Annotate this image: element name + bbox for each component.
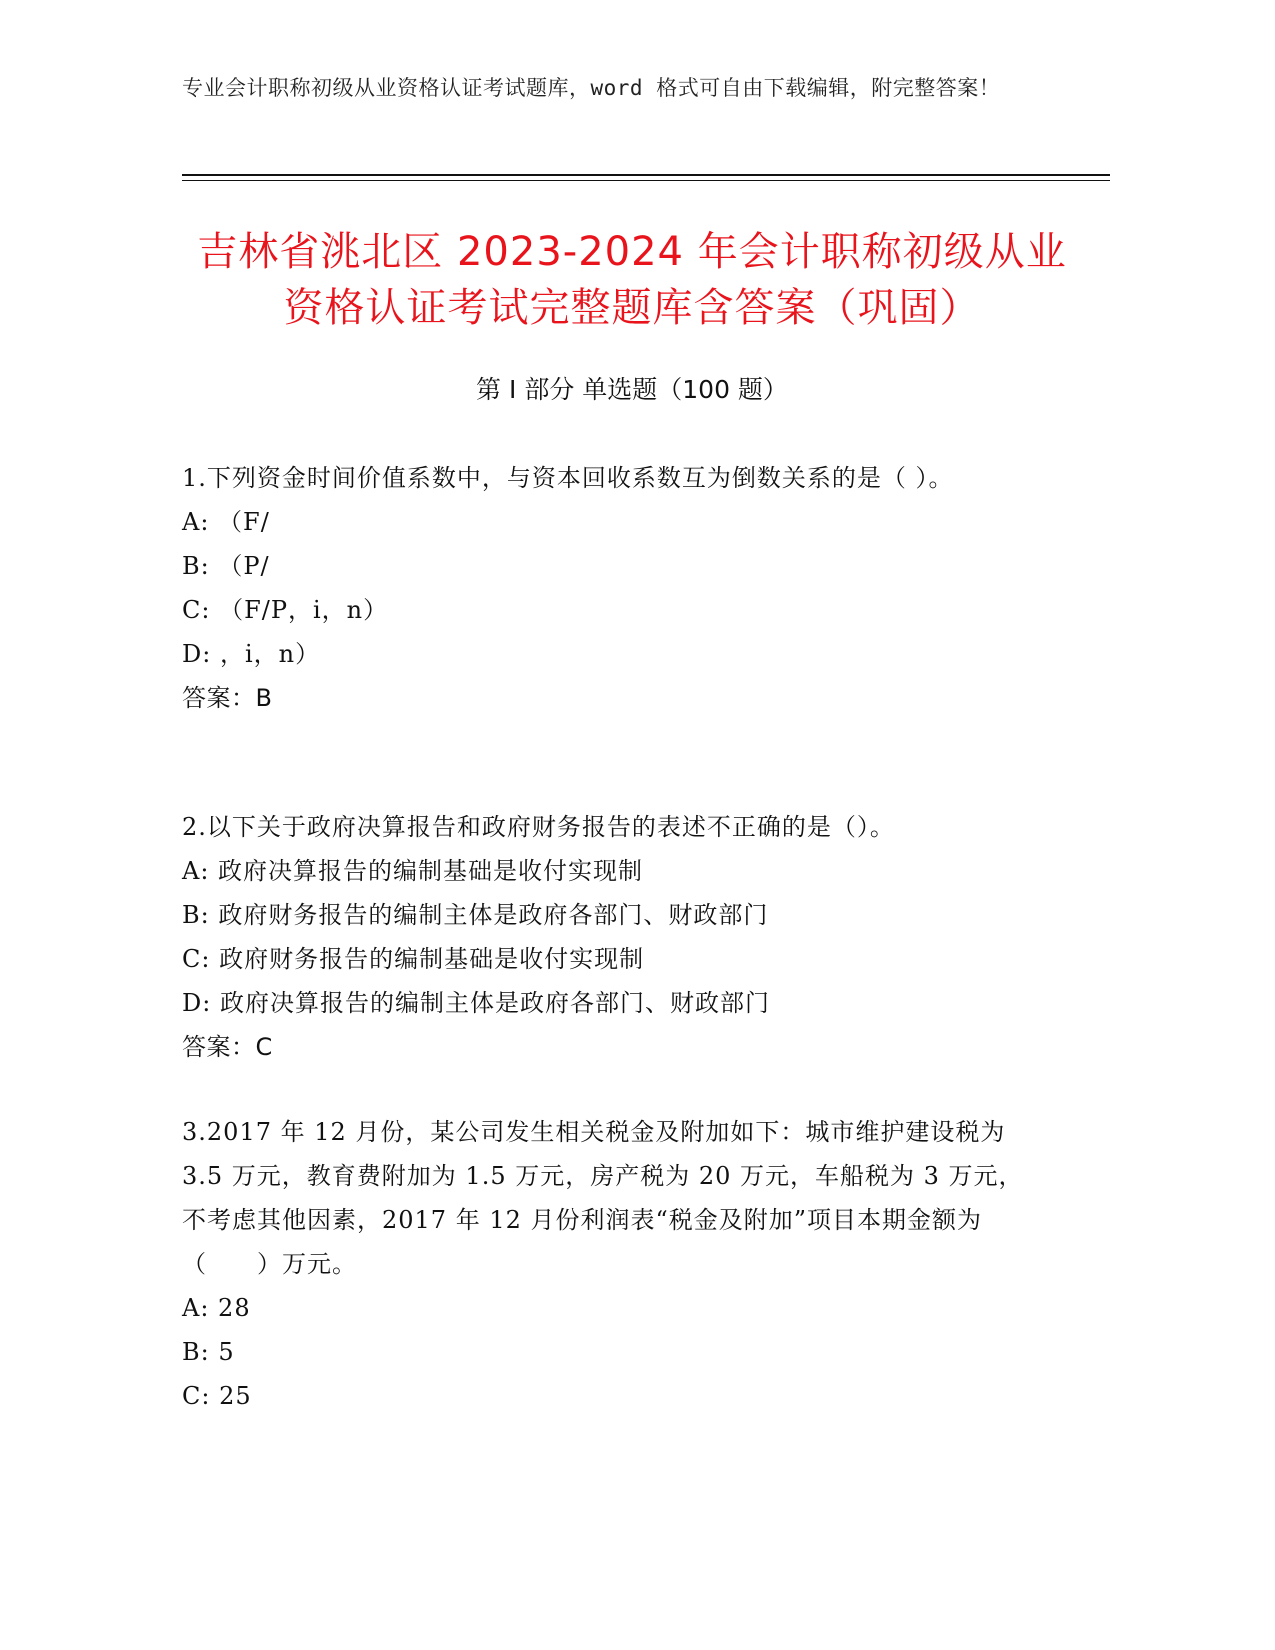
option-a: A: （F/	[182, 508, 270, 536]
header-divider-thin	[182, 180, 1110, 181]
question-stem: 1.下列资金时间价值系数中，与资本回收系数互为倒数关系的是（ ）。	[182, 464, 954, 492]
answer: 答案：B	[182, 684, 273, 712]
option-c: C: 25	[182, 1382, 252, 1410]
section-title: 第 I 部分 单选题（100 题）	[476, 375, 788, 404]
document-title: 吉林省洮北区 2023-2024 年会计职称初级从业资格认证考试完整题库含答案（巩固）	[197, 229, 1067, 331]
option-a: A: 政府决算报告的编制基础是收付实现制	[182, 857, 644, 885]
answer: 答案：C	[182, 1033, 273, 1061]
question-2	[182, 805, 1042, 1069]
option-b: B: 政府财务报告的编制主体是政府各部门、财政部门	[182, 901, 769, 929]
option-c: C: 政府财务报告的编制基础是收付实现制	[182, 945, 645, 973]
question-3	[182, 1110, 1042, 1418]
option-b: B: （P/	[182, 552, 270, 580]
option-d: D: 政府决算报告的编制主体是政府各部门、财政部门	[182, 989, 770, 1017]
option-d: D: ，i，n）	[182, 640, 321, 668]
option-b: B: 5	[182, 1338, 235, 1366]
question-1	[182, 456, 1042, 720]
question-stem: 3.2017 年 12 月份，某公司发生相关税金及附加如下：城市维护建设税为 3.5 万元，教育费附加为 1.5 万元，房产税为 20 万元，车船税为 3 万元，不考虑其他因素，2017 年 12 月份利润表“税金及附加”项目本期金额为（ ）万元。	[182, 1118, 1024, 1278]
header-note: 专业会计职称初级从业资格认证考试题库，word 格式可自由下载编辑，附完整答案！	[182, 76, 1001, 100]
option-c: C: （F/P，i，n）	[182, 596, 389, 624]
option-a: A: 28	[182, 1294, 251, 1322]
question-stem: 2.以下关于政府决算报告和政府财务报告的表述不正确的是（）。	[182, 813, 895, 841]
header-divider-thick	[182, 174, 1110, 176]
